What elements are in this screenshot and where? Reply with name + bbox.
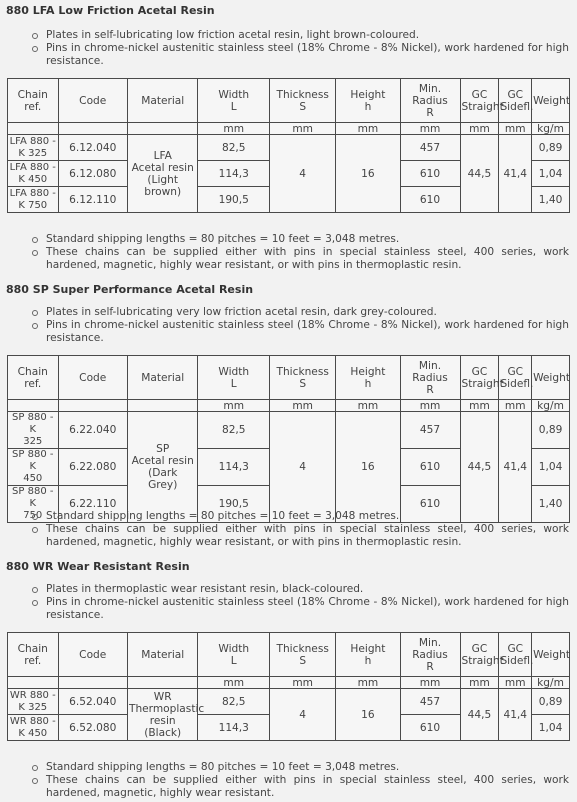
column-header	[460, 633, 504, 677]
note-item: Standard shipping lengths = 80 pitches = 10 feet = 3,048 metres.	[30, 233, 569, 246]
weight-cell: 0,89	[532, 135, 570, 161]
width-cell: 190,5	[198, 187, 270, 213]
column-header	[532, 356, 570, 400]
unit-cell	[58, 400, 127, 412]
column-header-line: GC	[507, 88, 524, 101]
unit-cell: mm	[460, 123, 499, 135]
column-header-line: Chain ref.	[17, 642, 48, 667]
width-cell: 190,5	[198, 486, 270, 523]
column-header	[270, 356, 336, 400]
code-cell: 6.12.080	[58, 161, 127, 187]
unit-cell: mm	[336, 677, 400, 689]
column-header-line: Straight	[461, 100, 504, 113]
material-line: (Light	[147, 173, 178, 186]
chain-ref-line: SP 880 - K	[12, 449, 54, 472]
table-row	[8, 135, 570, 161]
note-item: These chains can be supplied either with pins in special stainless steel, 400 series, work hardened, magnetic, highly wear resistant, or with pins in thermoplastic resin.	[30, 523, 569, 549]
feature-item: Pins in chrome-nickel austenitic stainless steel (18% Chrome - 8% Nickel), work hardened for high resistance.	[30, 319, 569, 345]
feature-item: Pins in chrome-nickel austenitic stainless steel (18% Chrome - 8% Nickel), work hardened for high resistance.	[30, 596, 569, 622]
column-header	[58, 79, 127, 123]
column-header-line: S	[299, 100, 307, 113]
table-row	[8, 412, 570, 449]
column-header-line: S	[299, 654, 307, 667]
unit-cell: mm	[198, 123, 270, 135]
section-title: 880 WR Wear Resistant Resin	[6, 560, 190, 573]
column-header-line: Thickness	[276, 642, 329, 655]
gc-sideflex-cell: 41,4	[499, 689, 532, 741]
column-header	[499, 79, 532, 123]
column-header	[400, 356, 460, 400]
column-header	[336, 633, 400, 677]
chain-ref-line: LFA 880 -	[9, 135, 56, 147]
note-item: Standard shipping lengths = 80 pitches = 10 feet = 3,048 metres.	[30, 510, 569, 523]
radius-cell: 610	[400, 161, 460, 187]
units-row	[8, 400, 570, 412]
column-header-line: Chain ref.	[17, 88, 48, 113]
section-title: 880 SP Super Performance Acetal Resin	[6, 283, 254, 296]
column-header-line: GC	[471, 365, 488, 378]
radius-cell: 457	[400, 135, 460, 161]
chain-ref-cell	[8, 715, 59, 741]
column-header-line: Thickness	[276, 365, 329, 378]
column-header	[58, 633, 127, 677]
notes-list	[30, 510, 569, 549]
chain-ref-cell	[8, 187, 59, 213]
feature-item: Plates in thermoplastic wear resistant resin, black-coloured.	[30, 583, 569, 596]
header-row	[8, 79, 570, 123]
column-header-line: R	[426, 106, 434, 119]
height-cell: 16	[336, 412, 400, 523]
unit-cell: mm	[499, 677, 532, 689]
column-header	[198, 79, 270, 123]
chain-ref-line: K 325	[18, 147, 48, 159]
chain-ref-line: K 325	[18, 701, 48, 713]
column-header-line: R	[426, 383, 434, 396]
column-header-line: Sidefl.	[500, 100, 534, 113]
column-header-line: Code	[79, 94, 107, 107]
material-cell	[127, 412, 198, 523]
chain-ref-line: K 450	[18, 173, 48, 185]
material-line: SP	[156, 443, 170, 455]
column-header-line: h	[364, 100, 372, 113]
width-cell: 114,3	[198, 161, 270, 187]
note-item: These chains can be supplied either with pins in special stainless steel, 400 series, work hardened, magnetic, highly wear resistant.	[30, 774, 569, 800]
material-line: WR	[153, 690, 172, 703]
column-header	[8, 79, 59, 123]
height-cell: 16	[336, 135, 400, 213]
column-header-line: Width	[218, 88, 250, 101]
column-header-line: S	[299, 377, 307, 390]
column-header-line: h	[364, 654, 372, 667]
column-header-line: Min.	[418, 636, 442, 649]
table-row	[8, 689, 570, 715]
column-header	[532, 633, 570, 677]
column-header-line: Sidefl.	[500, 377, 534, 390]
material-line: (Dark	[148, 467, 178, 479]
column-header-line: Min.	[418, 359, 442, 372]
chain-ref-line: LFA 880 -	[9, 161, 56, 173]
material-line: Acetal resin	[131, 455, 194, 467]
feature-item: Plates in self-lubricating low friction acetal resin, light brown-coloured.	[30, 29, 569, 42]
column-header-line: Radius	[412, 94, 448, 107]
column-header-line: Height	[350, 88, 386, 101]
column-header	[8, 356, 59, 400]
column-header-line: Height	[350, 365, 386, 378]
chain-ref-line: LFA 880 -	[9, 187, 56, 199]
radius-cell: 457	[400, 689, 460, 715]
column-header	[58, 356, 127, 400]
unit-cell: mm	[336, 123, 400, 135]
code-cell: 6.12.040	[58, 135, 127, 161]
gc-straight-cell: 44,5	[460, 412, 499, 523]
column-header-line: GC	[471, 88, 488, 101]
column-header-line: Height	[350, 642, 386, 655]
chain-ref-line: SP 880 - K	[12, 412, 54, 435]
weight-cell: 0,89	[532, 412, 570, 449]
code-cell: 6.52.040	[58, 689, 127, 715]
code-cell: 6.52.080	[58, 715, 127, 741]
units-row	[8, 123, 570, 135]
chain-ref-line: K 750	[18, 199, 48, 211]
chain-ref-line: 750	[23, 510, 43, 521]
unit-cell	[127, 400, 198, 412]
material-line: LFA	[153, 149, 172, 162]
code-cell: 6.22.110	[58, 486, 127, 523]
column-header-line: GC	[507, 642, 524, 655]
column-header-line: L	[230, 100, 237, 113]
column-header	[127, 356, 198, 400]
column-header-line: Code	[79, 371, 107, 384]
chain-ref-line: 325	[23, 436, 43, 447]
code-cell: 6.12.110	[58, 187, 127, 213]
column-header-line: GC	[471, 642, 488, 655]
width-cell: 82,5	[198, 689, 270, 715]
width-cell: 114,3	[198, 715, 270, 741]
radius-cell: 610	[400, 187, 460, 213]
chain-ref-line: SP 880 - K	[12, 486, 54, 509]
column-header-line: Material	[141, 371, 185, 384]
unit-cell: mm	[460, 677, 499, 689]
unit-cell: mm	[198, 400, 270, 412]
column-header-line: Straight	[461, 377, 504, 390]
unit-cell: mm	[400, 123, 460, 135]
unit-cell: mm	[270, 677, 336, 689]
column-header-line: Code	[79, 648, 107, 661]
column-header-line: Width	[218, 642, 250, 655]
chain-ref-line: WR 880 -	[9, 715, 56, 727]
column-header	[400, 79, 460, 123]
material-line: (Black)	[144, 726, 182, 739]
gc-straight-cell: 44,5	[460, 689, 499, 741]
material-line: Thermoplastic	[128, 702, 205, 715]
material-line: brown)	[144, 185, 182, 198]
unit-cell: kg/m	[532, 400, 570, 412]
unit-cell	[58, 123, 127, 135]
unit-cell: mm	[499, 123, 532, 135]
column-header	[198, 356, 270, 400]
unit-cell	[127, 123, 198, 135]
width-cell: 82,5	[198, 135, 270, 161]
chain-ref-line: WR 880 -	[9, 689, 56, 701]
feature-item: Pins in chrome-nickel austenitic stainless steel (18% Chrome - 8% Nickel), work hardened for high resistance.	[30, 42, 569, 68]
column-header	[460, 356, 504, 400]
unit-cell	[8, 677, 59, 689]
unit-cell: mm	[499, 400, 532, 412]
column-header-line: Material	[141, 648, 185, 661]
unit-cell: mm	[270, 400, 336, 412]
unit-cell: kg/m	[532, 123, 570, 135]
column-header	[400, 633, 460, 677]
column-header	[336, 79, 400, 123]
unit-cell: mm	[400, 400, 460, 412]
chain-ref-line: 450	[23, 473, 43, 484]
column-header-line: Radius	[412, 648, 448, 661]
weight-cell: 1,40	[532, 486, 570, 523]
radius-cell: 610	[400, 449, 460, 486]
unit-cell	[58, 677, 127, 689]
weight-cell: 0,89	[532, 689, 570, 715]
unit-cell: kg/m	[532, 677, 570, 689]
chain-ref-cell	[8, 135, 59, 161]
column-header	[336, 356, 400, 400]
column-header	[499, 633, 532, 677]
unit-cell: mm	[400, 677, 460, 689]
column-header-line: Thickness	[276, 88, 329, 101]
chain-ref-cell	[8, 689, 59, 715]
unit-cell	[127, 677, 198, 689]
material-cell	[127, 689, 205, 741]
column-header-line: Straight	[461, 654, 504, 667]
column-header-line: Radius	[412, 371, 448, 384]
weight-cell: 1,04	[532, 449, 570, 486]
column-header-line: Min.	[418, 82, 442, 95]
unit-cell: mm	[460, 400, 499, 412]
spec-table	[7, 78, 570, 213]
thickness-cell: 4	[270, 412, 336, 523]
code-cell: 6.22.080	[58, 449, 127, 486]
spec-table	[7, 355, 570, 523]
column-header	[8, 633, 59, 677]
notes-list	[30, 761, 569, 800]
unit-cell	[8, 400, 59, 412]
material-line: Acetal resin	[131, 161, 194, 174]
code-cell: 6.22.040	[58, 412, 127, 449]
units-row	[8, 677, 570, 689]
unit-cell: mm	[270, 123, 336, 135]
unit-cell	[8, 123, 59, 135]
chain-ref-cell	[8, 412, 59, 449]
column-header	[460, 79, 504, 123]
column-header-line: h	[364, 377, 372, 390]
gc-sideflex-cell: 41,4	[499, 412, 532, 523]
unit-cell: mm	[336, 400, 400, 412]
radius-cell: 610	[400, 486, 460, 523]
column-header	[127, 633, 198, 677]
column-header-line: Chain ref.	[17, 365, 48, 390]
column-header-line: Weight	[533, 371, 570, 384]
column-header	[270, 633, 336, 677]
column-header-line: R	[426, 660, 434, 673]
feature-list	[30, 306, 569, 345]
section-title: 880 LFA Low Friction Acetal Resin	[6, 4, 215, 17]
column-header-line: Material	[141, 94, 185, 107]
height-cell: 16	[336, 689, 400, 741]
column-header	[532, 79, 570, 123]
thickness-cell: 4	[270, 135, 336, 213]
column-header	[127, 79, 198, 123]
material-line: Grey)	[148, 479, 178, 491]
column-header-line: L	[230, 377, 237, 390]
thickness-cell: 4	[270, 689, 336, 741]
column-header-line: L	[230, 654, 237, 667]
column-header	[499, 356, 532, 400]
radius-cell: 610	[400, 715, 460, 741]
column-header	[270, 79, 336, 123]
gc-sideflex-cell: 41,4	[499, 135, 532, 213]
feature-list	[30, 29, 569, 68]
weight-cell: 1,40	[532, 187, 570, 213]
note-item: These chains can be supplied either with pins in special stainless steel, 400 series, work hardened, magnetic, highly wear resistant, or with pins in thermoplastic resin.	[30, 246, 569, 272]
radius-cell: 457	[400, 412, 460, 449]
chain-ref-cell	[8, 449, 59, 486]
header-row	[8, 633, 570, 677]
chain-ref-cell	[8, 161, 59, 187]
material-cell	[127, 135, 198, 213]
material-line: resin	[149, 714, 176, 727]
width-cell: 82,5	[198, 412, 270, 449]
weight-cell: 1,04	[532, 161, 570, 187]
gc-straight-cell: 44,5	[460, 135, 499, 213]
column-header-line: GC	[507, 365, 524, 378]
column-header-line: Weight	[533, 648, 570, 661]
header-row	[8, 356, 570, 400]
notes-list	[30, 233, 569, 272]
chain-ref-line: K 450	[18, 727, 48, 739]
feature-item: Plates in self-lubricating very low friction acetal resin, dark grey-coloured.	[30, 306, 569, 319]
note-item: Standard shipping lengths = 80 pitches = 10 feet = 3,048 metres.	[30, 761, 569, 774]
column-header-line: Sidefl.	[500, 654, 534, 667]
width-cell: 114,3	[198, 449, 270, 486]
feature-list	[30, 583, 569, 622]
weight-cell: 1,04	[532, 715, 570, 741]
column-header-line: Weight	[533, 94, 570, 107]
unit-cell: mm	[198, 677, 270, 689]
column-header-line: Width	[218, 365, 250, 378]
spec-table	[7, 632, 570, 741]
column-header	[198, 633, 270, 677]
